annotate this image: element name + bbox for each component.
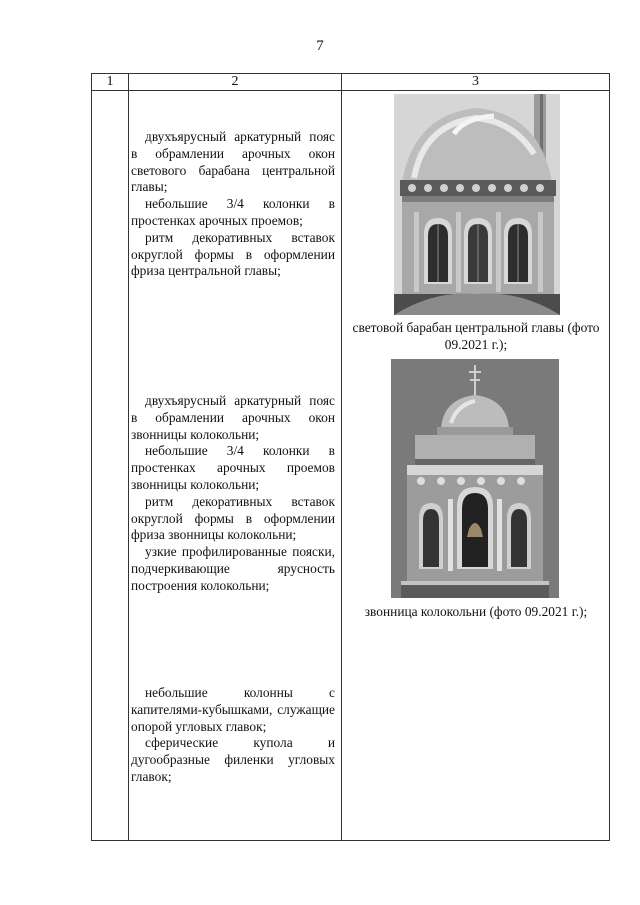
feature-item: ритм декоративных вставок округлой формы в оформлении фриза центральной главы; <box>131 229 335 279</box>
photo-caption-central-dome: световой барабан центральной главы (фото 09.2021 г.); <box>352 320 600 352</box>
feature-item: двухъярусный аркатурный пояс в обрамлении арочных окон звонницы колокольни; <box>131 393 335 442</box>
description-table <box>91 73 610 841</box>
photo-caption-bell-tower: звонница колокольни (фото 09.2021 г.); <box>364 604 588 619</box>
feature-item: небольшие 3/4 колонки в простенках арочных проемов звонницы колокольни; <box>131 443 335 492</box>
header-cell-3: 3 <box>342 74 610 91</box>
feature-item: сферические купола и дугообразные филенки угловых главок; <box>131 735 335 784</box>
header-cell-2: 2 <box>129 74 342 91</box>
bell-tower-belfry-photo <box>391 359 559 598</box>
features-block-corner-domes <box>131 685 335 786</box>
table-header-row <box>92 74 610 91</box>
features-block-central-dome <box>131 129 335 280</box>
features-block-bell-tower <box>131 393 335 595</box>
page-number: 7 <box>316 38 324 54</box>
feature-item: узкие профилированные пояски, подчеркивающие ярусность построения колокольни; <box>131 544 335 593</box>
feature-item: двухъярусный аркатурный пояс в обрамлении арочных окон светового барабана центральной главы; <box>131 129 335 195</box>
feature-item: небольшие колонны с капителями-кубышками, служащие опорой угловых главок; <box>131 685 335 734</box>
column-3-cell <box>342 91 610 841</box>
central-dome-drum-photo <box>394 94 560 315</box>
header-cell-1: 1 <box>92 74 129 91</box>
feature-item: небольшие 3/4 колонки в простенках арочных проемов; <box>131 196 335 228</box>
column-1-cell <box>92 91 129 841</box>
table-body-row <box>92 91 610 841</box>
column-2-cell <box>129 91 342 841</box>
feature-item: ритм декоративных вставок округлой формы в оформлении фриза звонницы колокольни; <box>131 493 335 543</box>
